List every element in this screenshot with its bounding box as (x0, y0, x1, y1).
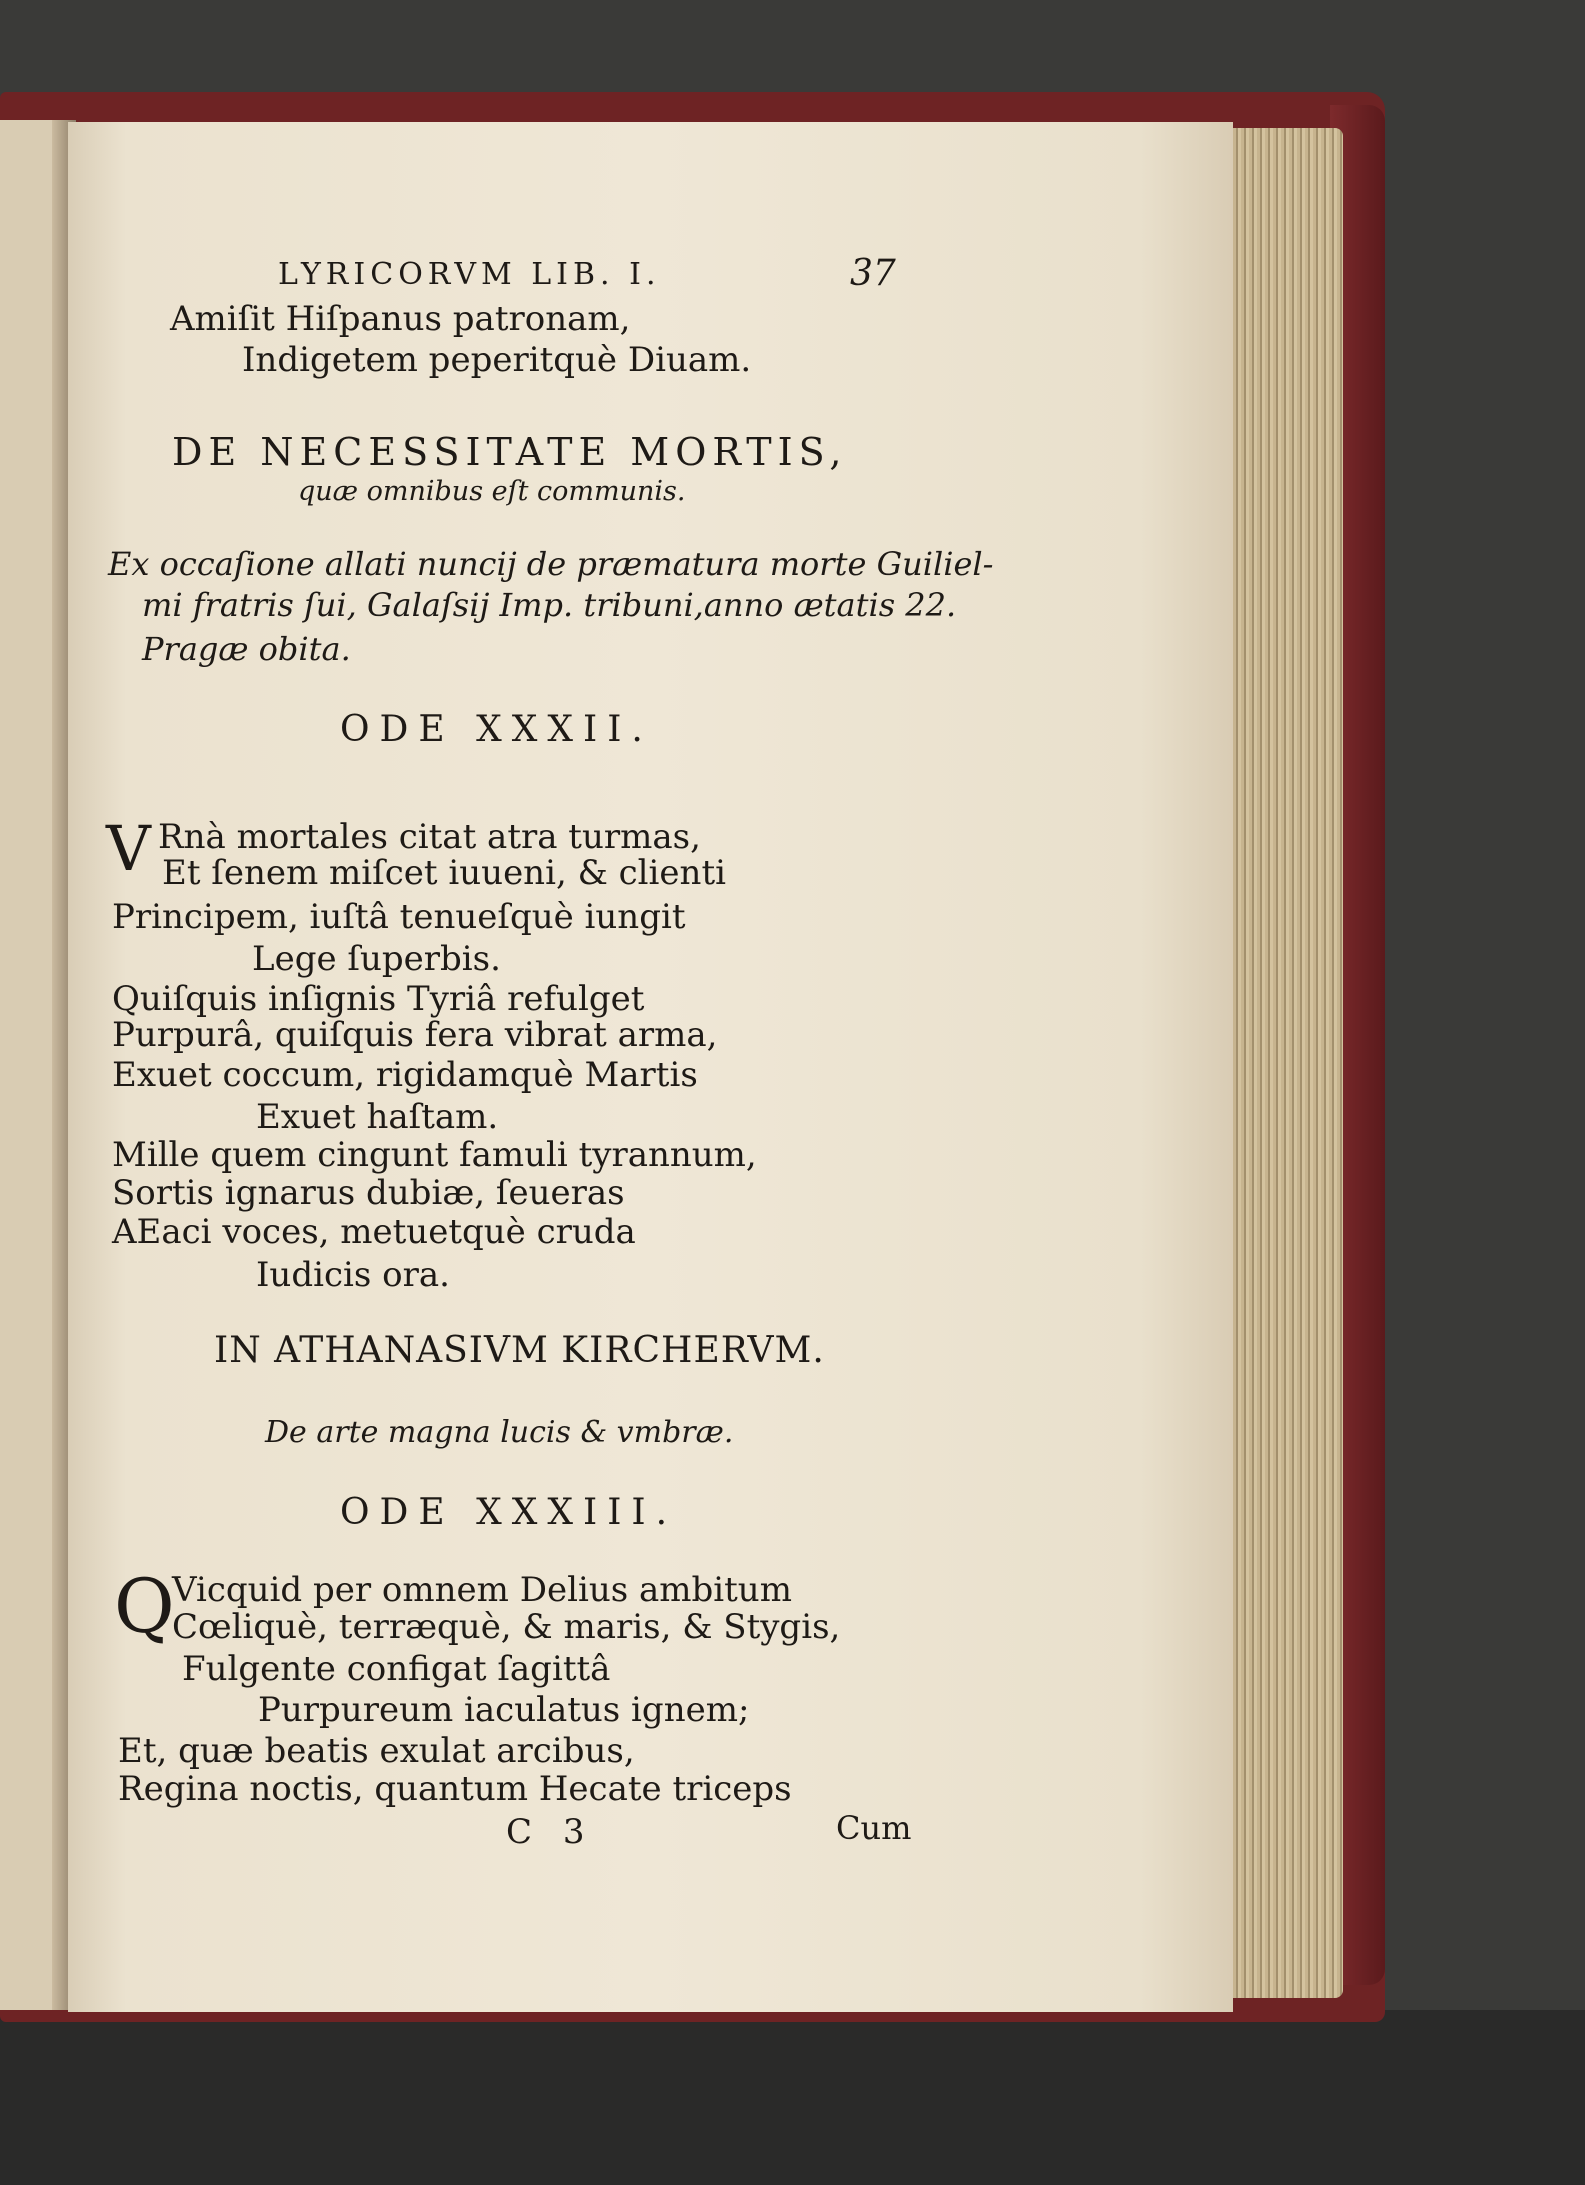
poem-subtitle: quæ omnibus eſt communis. (298, 476, 686, 507)
verse-line: Quiſquis inſignis Tyriâ refulget (112, 979, 645, 1019)
signature-mark: C 3 (506, 1812, 595, 1852)
drop-cap: Q (114, 1564, 175, 1650)
occasion-line: Ex occaſione allati nuncij de præmatura morte Guiliel- (108, 545, 994, 583)
verse-line: Sortis ignarus dubiæ, ſeueras (112, 1173, 625, 1213)
poem-title: IN ATHANASIVM KIRCHERVM. (214, 1330, 825, 1371)
verse-line: Cœliquè, terræquè, & maris, & Stygis, (172, 1607, 841, 1647)
verse-line: Exuet coccum, rigidamquè Martis (112, 1055, 698, 1095)
previous-poem-line: Amiſit Hiſpanus patronam, (170, 299, 631, 339)
poem-title: DE NECESSITATE MORTIS, (172, 430, 848, 474)
verse-line: Exuet haſtam. (256, 1097, 499, 1137)
catchword: Cum (836, 1809, 912, 1847)
ode-label: ODE XXXIII. (340, 1492, 678, 1533)
verse-line: Et, quæ beatis exulat arcibus, (118, 1731, 635, 1771)
page-fore-edge (1225, 128, 1343, 1998)
page-number: 37 (850, 253, 896, 294)
poem-subtitle: De arte magna lucis & vmbræ. (265, 1415, 734, 1450)
verse-line: Vicquid per omnem Delius ambitum (172, 1570, 792, 1610)
occasion-line: Pragæ obita. (142, 630, 351, 668)
verse-line: Iudicis ora. (256, 1255, 450, 1295)
running-title: LYRICORVM LIB. I. (278, 257, 661, 292)
verse-line: Purpurâ, quiſquis fera vibrat arma, (112, 1015, 718, 1055)
verse-line: AEaci voces, metuetquè cruda (112, 1212, 636, 1252)
verse-line: Regina noctis, quantum Hecate triceps (118, 1769, 792, 1809)
ode-label: ODE XXXII. (340, 709, 653, 750)
verse-line: Rnà mortales citat atra turmas, (158, 817, 701, 857)
occasion-line: mi fratris ſui, Galaſsij Imp. tribuni,anno ætatis 22. (142, 586, 957, 624)
verse-line: Et ſenem miſcet iuueni, & clienti (162, 853, 726, 893)
previous-poem-line: Indigetem peperitquè Diuam. (242, 340, 752, 380)
verse-line: Purpureum iaculatus ignem; (258, 1690, 750, 1730)
verse-line: Mille quem cingunt famuli tyrannum, (112, 1135, 757, 1175)
verse-line: Lege ſuperbis. (252, 939, 501, 979)
drop-cap: V (106, 812, 151, 885)
verse-line: Principem, iuſtâ tenueſquè iungit (112, 897, 686, 937)
background (0, 2010, 1585, 2185)
verse-line: Fulgente configat ſagittâ (182, 1649, 611, 1689)
